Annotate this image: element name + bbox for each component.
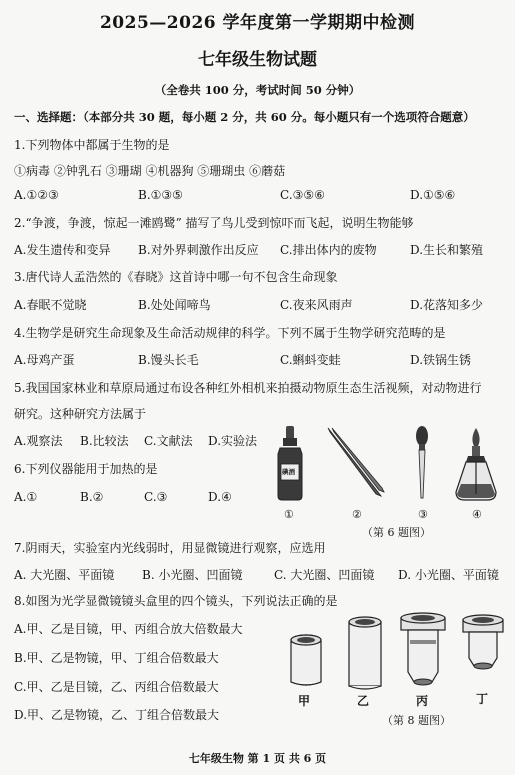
exam-subtitle: 七年级生物试题 bbox=[198, 50, 317, 70]
question-2-option-d: D.生长和繁殖 bbox=[410, 243, 484, 257]
question-7-option-c: C. 大光圈、凹面镜 bbox=[274, 568, 375, 582]
figure-8-label-yi: 乙 bbox=[357, 694, 370, 708]
question-4-stem: 4.生物学是研究生命现象及生命活动规律的科学。下列不属于生物学研究范畴的是 bbox=[14, 326, 446, 340]
figure-8-caption: （第 8 题图） bbox=[382, 714, 451, 727]
question-3-option-b: B.处处闻啼鸟 bbox=[138, 298, 211, 312]
exam-note: （全卷共 100 分，考试时间 50 分钟） bbox=[154, 83, 361, 97]
figure-6-caption: （第 6 题图） bbox=[362, 526, 431, 539]
figure-8-label-jia: 甲 bbox=[298, 694, 311, 708]
question-1-stem: 1.下列物体中都属于生物的是 bbox=[14, 138, 170, 152]
figure-8-label-ding: 丁 bbox=[476, 692, 489, 706]
lens-ding-illustration bbox=[460, 614, 506, 672]
question-2-option-a: A.发生遗传和变异 bbox=[14, 243, 111, 257]
question-8-option-d: D.甲、乙是物镜，乙、丁组合倍数最大 bbox=[14, 708, 220, 722]
question-8-option-a: A.甲、乙是目镜，甲、丙组合放大倍数最大 bbox=[14, 622, 243, 636]
question-6-stem: 6.下列仪器能用于加热的是 bbox=[14, 462, 158, 476]
question-7-stem: 7.阴雨天，实验室内光线弱时，用显微镜进行观察，应选用 bbox=[14, 541, 326, 555]
question-6-option-c: C.③ bbox=[144, 490, 168, 504]
question-4-option-d: D.铁锅生锈 bbox=[410, 353, 472, 367]
question-2-option-c: C.排出体内的废物 bbox=[280, 243, 377, 257]
question-4-option-a: A.母鸡产蛋 bbox=[14, 353, 75, 367]
page-footer: 七年级生物 第 1 页 共 6 页 bbox=[188, 752, 327, 765]
question-3-option-a: A.春眠不觉晓 bbox=[14, 298, 87, 312]
section-heading: 一、选择题：（本部分共 30 题，每小题 2 分，共 60 分。每小题只有一个选项符合题意） bbox=[14, 110, 475, 124]
alcohol-lamp-illustration bbox=[452, 426, 500, 504]
question-5-option-d: D.实验法 bbox=[208, 434, 258, 448]
question-3-option-c: C.夜来风雨声 bbox=[280, 298, 353, 312]
question-7-option-b: B. 小光圈、凹面镜 bbox=[142, 568, 243, 582]
question-8-stem: 8.如图为光学显微镜镜头盒里的四个镜头，下列说法正确的是 bbox=[14, 594, 338, 608]
question-1-option-b: B.①③⑤ bbox=[138, 188, 183, 202]
lens-jia-illustration bbox=[286, 634, 326, 688]
question-1-option-a: A.①②③ bbox=[14, 188, 59, 202]
question-1-option-d: D.①⑤⑥ bbox=[410, 188, 456, 202]
question-5-option-c: C.文献法 bbox=[144, 434, 193, 448]
figure-8-label-bing: 丙 bbox=[416, 694, 429, 708]
iodine-bottle-illustration bbox=[272, 424, 308, 504]
question-5-stem: 5.我国国家林业和草原局通过布设各种红外相机来拍摄动物原生态生活视频，对动物进行 bbox=[14, 381, 482, 395]
question-4-option-b: B.馒头长毛 bbox=[138, 353, 199, 367]
figure-6-label-3: ③ bbox=[418, 508, 428, 521]
figure-6-label-2: ② bbox=[352, 508, 362, 521]
question-6-option-a: A.① bbox=[14, 490, 38, 504]
question-5-option-a: A.观察法 bbox=[14, 434, 63, 448]
question-3-stem: 3.唐代诗人孟浩然的《春晓》这首诗中哪一句不包含生命现象 bbox=[14, 270, 338, 284]
figure-6-label-4: ④ bbox=[472, 508, 482, 521]
question-2-option-b: B.对外界刺激作出反应 bbox=[138, 243, 259, 257]
iodine-bottle-label: 碘酒 bbox=[282, 468, 295, 476]
question-2-stem: 2.“争渡，争渡，惊起一滩鸥鹭” 描写了鸟儿受到惊吓而飞起，说明生物能够 bbox=[14, 216, 414, 230]
question-8-option-b: B.甲、乙是物镜，甲、丁组合倍数最大 bbox=[14, 651, 219, 665]
question-7-option-d: D. 小光圈、平面镜 bbox=[398, 568, 499, 582]
figure-6-label-1: ① bbox=[284, 508, 294, 521]
tweezers-illustration bbox=[326, 426, 386, 502]
question-6-option-b: B.② bbox=[80, 490, 104, 504]
question-8-option-c: C.甲、乙是目镜，乙、丙组合倍数最大 bbox=[14, 680, 219, 694]
lens-yi-illustration bbox=[344, 616, 386, 690]
question-1-option-c: C.③⑤⑥ bbox=[280, 188, 325, 202]
exam-title: 2025—2026 学年度第一学期期中检测 bbox=[99, 13, 416, 33]
lens-bing-illustration bbox=[398, 612, 448, 688]
question-3-option-d: D.花落知多少 bbox=[410, 298, 484, 312]
question-1-items: ①病毒 ②钟乳石 ③珊瑚 ④机器狗 ⑤珊瑚虫 ⑥蘑菇 bbox=[14, 164, 286, 178]
question-4-option-c: C.蝌蚪变蛙 bbox=[280, 353, 341, 367]
question-7-option-a: A. 大光圈、平面镜 bbox=[14, 568, 115, 582]
dropper-illustration bbox=[410, 424, 434, 504]
question-5-option-b: B.比较法 bbox=[80, 434, 129, 448]
question-5-stem-continued: 研究。这种研究方法属于 bbox=[14, 407, 147, 421]
question-6-option-d: D.④ bbox=[208, 490, 232, 504]
